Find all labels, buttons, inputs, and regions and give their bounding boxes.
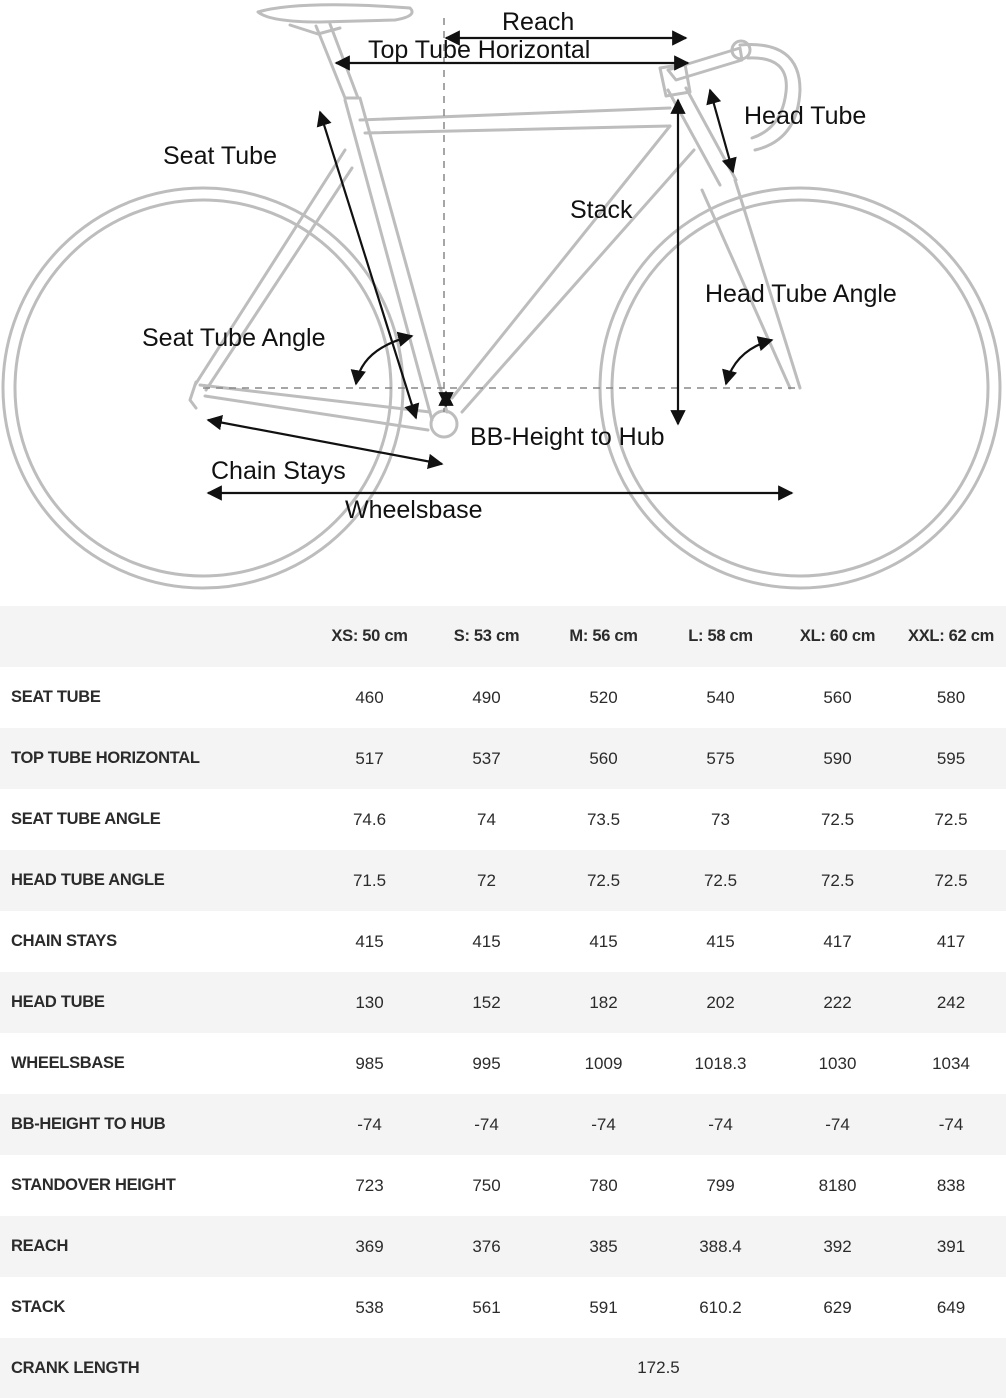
table-cell: 838 bbox=[936, 1175, 966, 1195]
table-row bbox=[0, 911, 1006, 972]
chain-stays-label: Chain Stays bbox=[211, 457, 346, 485]
table-cell: 595 bbox=[936, 748, 966, 768]
row-label: HEAD TUBE ANGLE bbox=[11, 871, 165, 889]
table-cell: 460 bbox=[355, 687, 384, 707]
table-cell: 388.4 bbox=[699, 1236, 742, 1256]
table-cell: 780 bbox=[589, 1175, 618, 1195]
reference-lines bbox=[203, 18, 800, 412]
table-cell: -74 bbox=[938, 1114, 964, 1134]
seat-tube-arrow bbox=[320, 112, 416, 418]
stack-label: Stack bbox=[570, 196, 633, 224]
table-cell: 369 bbox=[355, 1236, 384, 1256]
column-header: M: 56 cm bbox=[569, 627, 638, 645]
column-header: L: 58 cm bbox=[688, 627, 753, 645]
table-cell: 72 bbox=[477, 870, 496, 890]
table-row bbox=[0, 1155, 1006, 1216]
column-header: S: 53 cm bbox=[453, 627, 520, 645]
table-cell: 560 bbox=[823, 687, 852, 707]
table-cell: 130 bbox=[355, 992, 384, 1012]
table-row bbox=[0, 1094, 1006, 1155]
table-cell: 540 bbox=[706, 687, 735, 707]
table-cell: 415 bbox=[589, 931, 618, 951]
table-cell: 610.2 bbox=[699, 1297, 742, 1317]
table-row bbox=[0, 1033, 1006, 1094]
row-label: HEAD TUBE bbox=[11, 993, 105, 1011]
table-cell: 222 bbox=[823, 992, 852, 1012]
table-cell: 750 bbox=[472, 1175, 501, 1195]
table-cell: 8180 bbox=[818, 1175, 857, 1195]
table-cell: 71.5 bbox=[352, 870, 387, 890]
table-cell: 152 bbox=[472, 992, 501, 1012]
table-cell: 72.5 bbox=[820, 809, 855, 829]
row-label: BB-HEIGHT TO HUB bbox=[11, 1115, 166, 1133]
table-cell: 517 bbox=[355, 748, 384, 768]
table-cell: 629 bbox=[823, 1297, 852, 1317]
column-header: XXL: 62 cm bbox=[908, 627, 994, 645]
table-cell: 74.6 bbox=[352, 809, 387, 829]
table-cell: 591 bbox=[589, 1297, 618, 1317]
table-header-row bbox=[0, 606, 1006, 667]
table-cell: 537 bbox=[472, 748, 501, 768]
row-label: REACH bbox=[11, 1237, 69, 1255]
table-row bbox=[0, 972, 1006, 1033]
table-row bbox=[0, 728, 1006, 789]
table-cell: 72.5 bbox=[703, 870, 738, 890]
table-cell: 580 bbox=[936, 687, 966, 707]
table-cell: 1018.3 bbox=[694, 1053, 747, 1073]
top-tube-horizontal-label: Top Tube Horizontal bbox=[368, 36, 591, 64]
table-cell: 417 bbox=[936, 931, 966, 951]
table-cell: 391 bbox=[936, 1236, 966, 1256]
table-row bbox=[0, 1338, 1006, 1398]
table-cell: 73 bbox=[711, 809, 730, 829]
table-row bbox=[0, 667, 1006, 728]
row-label: CHAIN STAYS bbox=[11, 932, 117, 950]
table-cell: 385 bbox=[589, 1236, 618, 1256]
row-label: STANDOVER HEIGHT bbox=[11, 1176, 176, 1194]
row-label: SEAT TUBE bbox=[11, 688, 101, 706]
table-cell: 242 bbox=[936, 992, 966, 1012]
table-row bbox=[0, 789, 1006, 850]
table-cell: 415 bbox=[472, 931, 501, 951]
table-cell: 538 bbox=[355, 1297, 384, 1317]
column-header: XS: 50 cm bbox=[331, 627, 408, 645]
table-cell: 417 bbox=[823, 931, 852, 951]
table-cell: 376 bbox=[472, 1236, 501, 1256]
head-tube-label: Head Tube bbox=[744, 102, 867, 130]
table-cell: -74 bbox=[357, 1114, 382, 1134]
row-label: CRANK LENGTH bbox=[11, 1358, 140, 1377]
seat-tube-angle-label: Seat Tube Angle bbox=[142, 324, 326, 352]
table-cell: -74 bbox=[708, 1114, 733, 1134]
table-cell: 649 bbox=[936, 1297, 966, 1317]
table-cell: 1009 bbox=[584, 1053, 623, 1073]
table-cell: 995 bbox=[472, 1053, 501, 1073]
table-row bbox=[0, 1277, 1006, 1338]
seat-tube-label: Seat Tube bbox=[163, 142, 277, 170]
table-cell: 392 bbox=[823, 1236, 852, 1256]
table-cell: 985 bbox=[355, 1053, 384, 1073]
table-cell: 73.5 bbox=[586, 809, 621, 829]
column-header: XL: 60 cm bbox=[799, 627, 876, 645]
table-cell: 182 bbox=[589, 992, 618, 1012]
wheelsbase-label: Wheelsbase bbox=[345, 496, 483, 524]
row-label: WHEELSBASE bbox=[11, 1054, 125, 1072]
table-cell: 415 bbox=[355, 931, 384, 951]
table-cell: 1030 bbox=[818, 1053, 857, 1073]
table-cell: 490 bbox=[472, 687, 501, 707]
head-tube-angle-arc bbox=[726, 340, 772, 384]
table-cell: -74 bbox=[825, 1114, 850, 1134]
geometry-table bbox=[0, 606, 1006, 1398]
row-label: TOP TUBE HORIZONTAL bbox=[11, 749, 200, 767]
row-label: STACK bbox=[11, 1298, 66, 1316]
table-cell: 72.5 bbox=[934, 809, 968, 829]
table-cell: 1034 bbox=[932, 1053, 970, 1073]
crank-length-value: 172.5 bbox=[637, 1358, 680, 1377]
table-cell: 202 bbox=[706, 992, 735, 1012]
bike-frame bbox=[190, 5, 800, 437]
table-cell: 560 bbox=[589, 748, 618, 768]
head-tube-angle-label: Head Tube Angle bbox=[705, 280, 897, 308]
table-row bbox=[0, 850, 1006, 911]
table-cell: 72.5 bbox=[820, 870, 855, 890]
table-cell: 561 bbox=[472, 1297, 501, 1317]
table-cell: 72.5 bbox=[934, 870, 968, 890]
bb-height-to-hub-label: BB-Height to Hub bbox=[470, 423, 665, 451]
table-cell: 590 bbox=[823, 748, 852, 768]
header-blank bbox=[0, 606, 311, 667]
row-label: SEAT TUBE ANGLE bbox=[11, 810, 161, 828]
table-cell: 72.5 bbox=[586, 870, 621, 890]
table-cell: -74 bbox=[474, 1114, 499, 1134]
table-cell: 723 bbox=[355, 1175, 384, 1195]
table-row bbox=[0, 1216, 1006, 1277]
head-tube-arrow bbox=[710, 90, 733, 172]
table-cell: 799 bbox=[706, 1175, 735, 1195]
table-cell: 520 bbox=[589, 687, 618, 707]
bike-geometry-diagram bbox=[0, 0, 1006, 606]
table-cell: 575 bbox=[706, 748, 735, 768]
table-cell: -74 bbox=[591, 1114, 616, 1134]
table-cell: 415 bbox=[706, 931, 735, 951]
reach-label: Reach bbox=[502, 8, 575, 36]
table-cell: 74 bbox=[477, 809, 496, 829]
